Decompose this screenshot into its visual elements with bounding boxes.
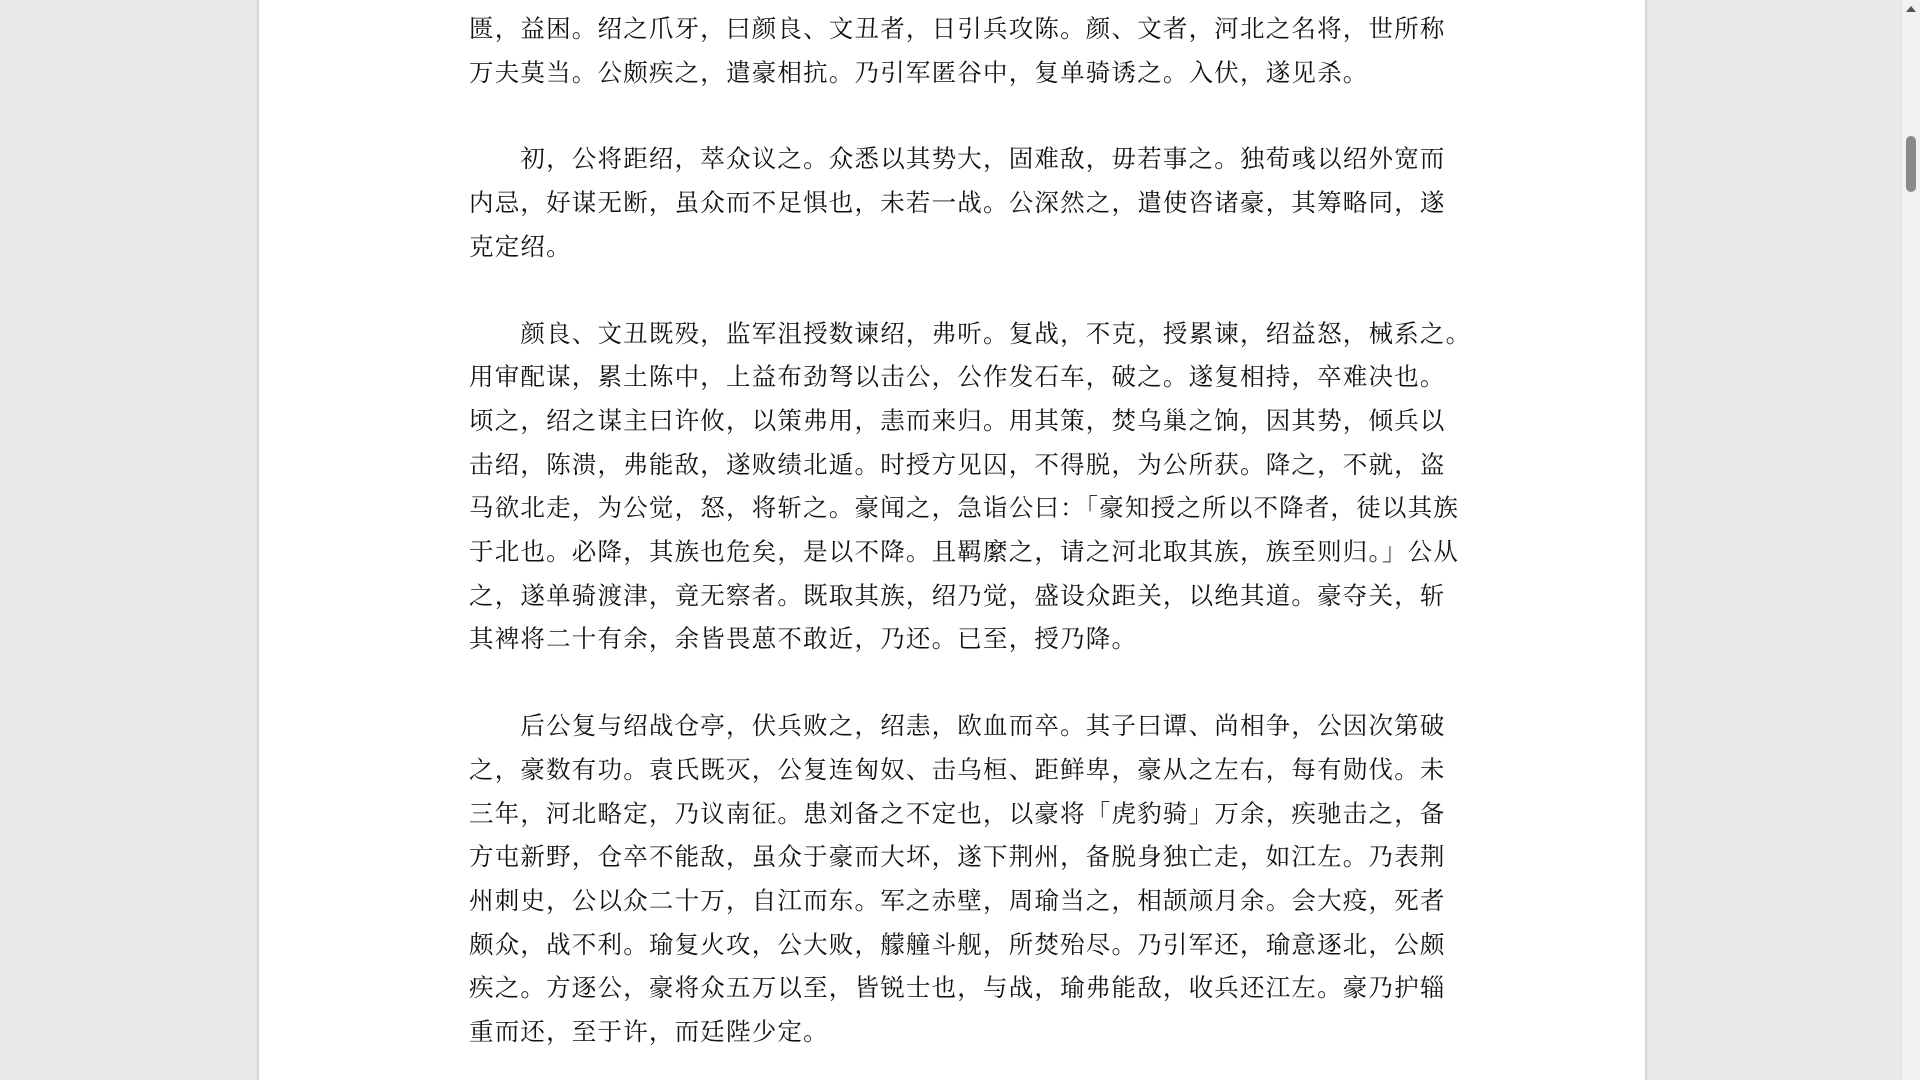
text-line: 州刺史，公以众二十万，自江而东。军之赤壁，周瑜当之，相颉颃月余。会大疫，死者 (469, 885, 1446, 915)
paragraph (469, 137, 1449, 268)
text-line: 方屯新野，仓卒不能敌，虽众于豪而大坏，遂下荆州，备脱身独亡走，如江左。乃表荆 (469, 842, 1446, 872)
text-line: 其裨将二十有余，余皆畏葸不敢近，乃还。已至，授乃降。 (469, 624, 1138, 654)
document-page (259, 0, 1645, 1080)
paragraph (469, 704, 1449, 1054)
text-line: 匮，益困。绍之爪牙，曰颜良、文丑者，日引兵攻陈。颜、文者，河北之名将，世所称 (469, 14, 1446, 43)
text-line: 之，遂单骑渡津，竟无察者。既取其族，绍乃觉，盛设众距关，以绝其道。豪夺关，斩 (469, 580, 1446, 610)
scrollbar-thumb[interactable] (1906, 136, 1916, 192)
triangle-up-icon (1906, 6, 1916, 12)
text-line: 内忌，好谋无断，虽众而不足惧也，未若一战。公深然之，遣使咨诸豪，其筹略同，遂 (469, 188, 1446, 218)
text-line: 后公复与绍战仓亭，伏兵败之，绍恚，欧血而卒。其子曰谭、尚相争，公因次第破 (469, 711, 1446, 741)
text-line: 马欲北走，为公觉，怒，将斩之。豪闻之，急诣公曰：「豪知授之所以不降者，徒以其族 (469, 493, 1460, 523)
scroll-up-arrow-icon[interactable] (1902, 0, 1920, 18)
text-line: 颇众，战不利。瑜复火攻，公大败，艨艟斗舰，所焚殆尽。乃引军还，瑜意逐北，公颇 (469, 929, 1446, 959)
paragraph (469, 7, 1449, 94)
text-line: 初，公将距绍，萃众议之。众悉以其势大，固难敌，毋若事之。独荀彧以绍外宽而 (469, 144, 1446, 174)
text-line: 之，豪数有功。袁氏既灭，公复连匈奴、击乌桓、距鲜卑，豪从之左右，每有勋伐。未 (469, 754, 1446, 784)
text-line: 克定绍。 (469, 231, 572, 261)
text-line: 用审配谋，累土陈中，上益布劲弩以击公，公作发石车，破之。遂复相持，卒难决也。 (469, 362, 1446, 392)
text-line: 颜良、文丑既殁，监军沮授数谏绍，弗听。复战，不克，授累谏，绍益怒，械系之。 (469, 318, 1472, 348)
text-line: 三年，河北略定，乃议南征。患刘备之不定也，以豪将「虎豹骑」万余，疾驰击之，备 (469, 798, 1446, 828)
vertical-scrollbar[interactable] (1901, 0, 1920, 1080)
text-line: 疾之。方逐公，豪将众五万以至，皆锐士也，与战，瑜弗能敌，收兵还江左。豪乃护辎 (469, 973, 1446, 1003)
text-line: 击绍，陈溃，弗能敌，遂败绩北遁。时授方见囚，不得脱，为公所获。降之，不就，盗 (469, 449, 1446, 479)
text-line: 于北也。必降，其族也危矣，是以不降。且羁縻之，请之河北取其族，族至则归。」公从 (469, 537, 1460, 567)
text-line: 万夫莫当。公颇疾之，遣豪相抗。乃引军匿谷中，复单骑诱之。入伏，遂见杀。 (469, 57, 1369, 87)
paragraph (469, 312, 1472, 662)
text-line: 顷之，绍之谋主曰许攸，以策弗用，恚而来归。用其策，焚乌巢之饷，因其势，倾兵以 (469, 405, 1446, 435)
text-line: 重而还，至于许，而廷陛少定。 (469, 1017, 829, 1047)
document-text (469, 0, 1472, 1054)
